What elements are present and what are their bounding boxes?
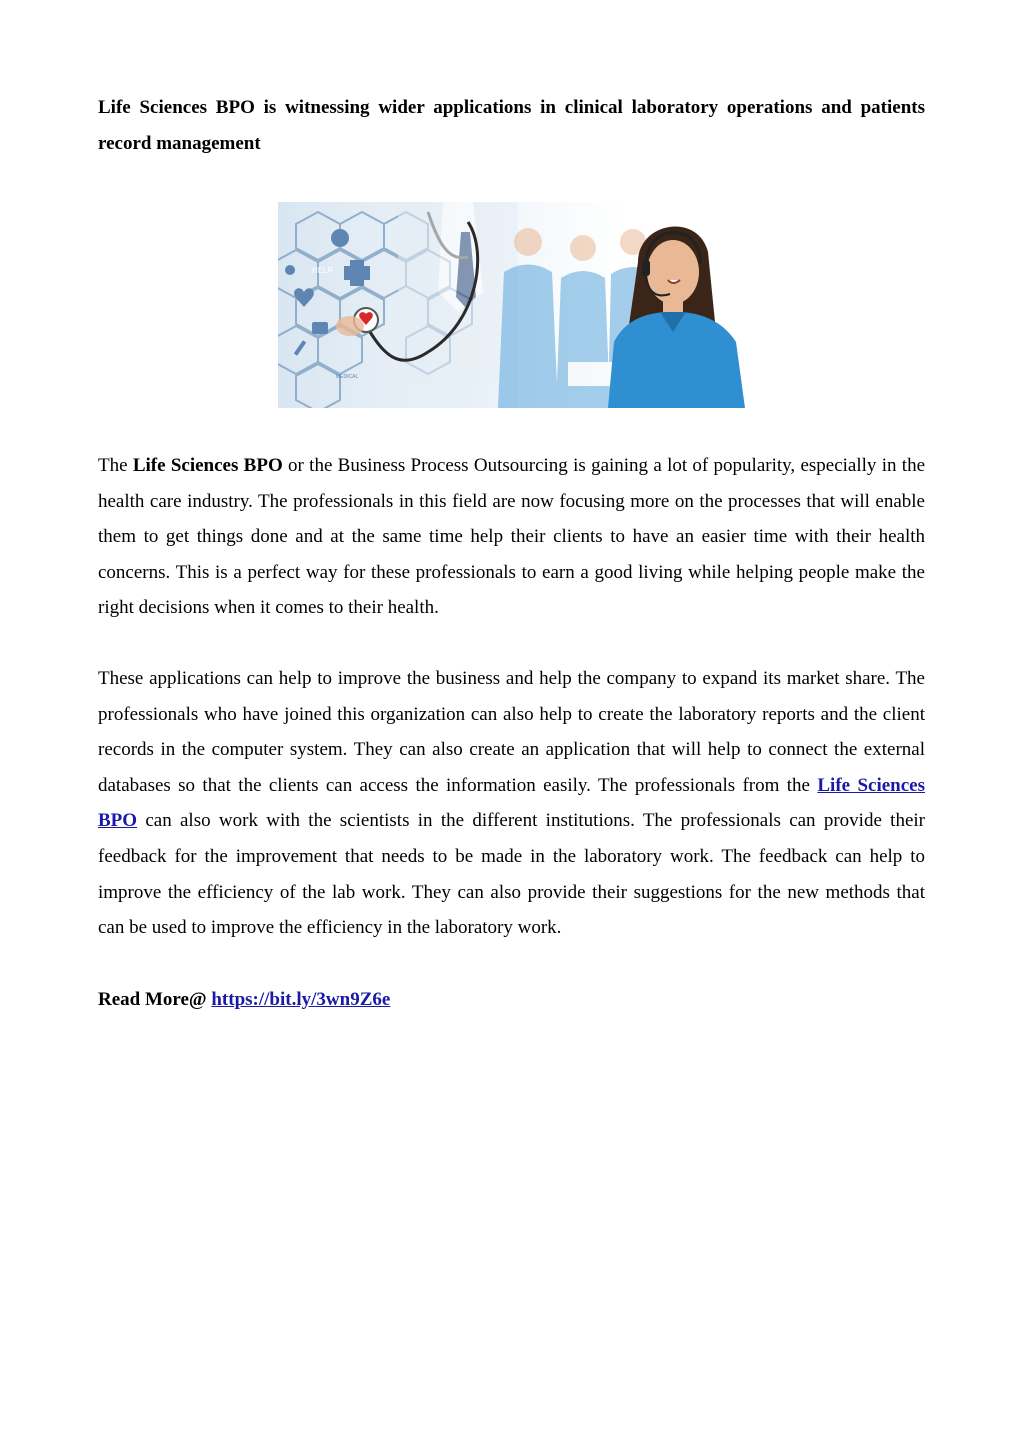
plus-icon-horizontal	[344, 266, 370, 280]
paragraph-applications-after: can also work with the scientists in the different institutions. The professionals can provide their feedback for the improvement that needs to be made in the laboratory work. The feedback can help to improve the efficiency of the lab work. They can also provide their suggestions for the new methods that can be used to improve the efficiency in the laboratory work.	[98, 810, 925, 939]
molecule-icon	[285, 265, 295, 275]
paragraph-intro-lead: The	[98, 455, 133, 476]
paragraph-applications	[98, 661, 925, 946]
doctor-hand	[336, 316, 364, 336]
document-page	[98, 90, 925, 1017]
read-more-link[interactable]: https://bit.ly/3wn9Z6e	[211, 988, 391, 1010]
paragraph-intro-rest: or the Business Process Outsourcing is gaining a lot of popularity, especially in the health care industry. The professionals in this field are now focusing more on the processes that will enable them to get things done and at the same time help their clients to have an easier time with their health concerns. This is a perfect way for these professionals to earn a good living while helping people make the right decisions when it comes to their health.	[98, 455, 926, 619]
syringe-icon	[294, 340, 306, 355]
paragraph-intro-bold: Life Sciences BPO	[132, 455, 283, 476]
document-title: Life Sciences BPO is witnessing wider applications in clinical laboratory operations and patients record management	[98, 97, 925, 154]
read-more	[98, 982, 925, 1018]
life-sciences-bpo-link[interactable]: Life Sciences BPO	[98, 774, 925, 832]
help-icon-label: HELP	[312, 266, 333, 275]
medical-icon-label: MEDICAL	[336, 374, 359, 380]
heart-icon	[294, 288, 314, 307]
hero-illustration	[278, 202, 745, 408]
paragraph-applications-before: These applications can help to improve the business and help the company to expand its market share. The professionals who have joined this organization can also help to create the laboratory reports and the client records in the computer system. They can also create an application that will help to connect the external databases so that the clients can access the information easily. The professionals from the	[98, 667, 925, 796]
headset-earpiece	[642, 260, 650, 276]
paragraph-intro	[98, 448, 925, 626]
hero-image	[278, 202, 745, 408]
medical-kit-icon	[312, 322, 328, 334]
read-more-label: Read More@	[98, 988, 212, 1010]
user-icon	[331, 229, 349, 247]
